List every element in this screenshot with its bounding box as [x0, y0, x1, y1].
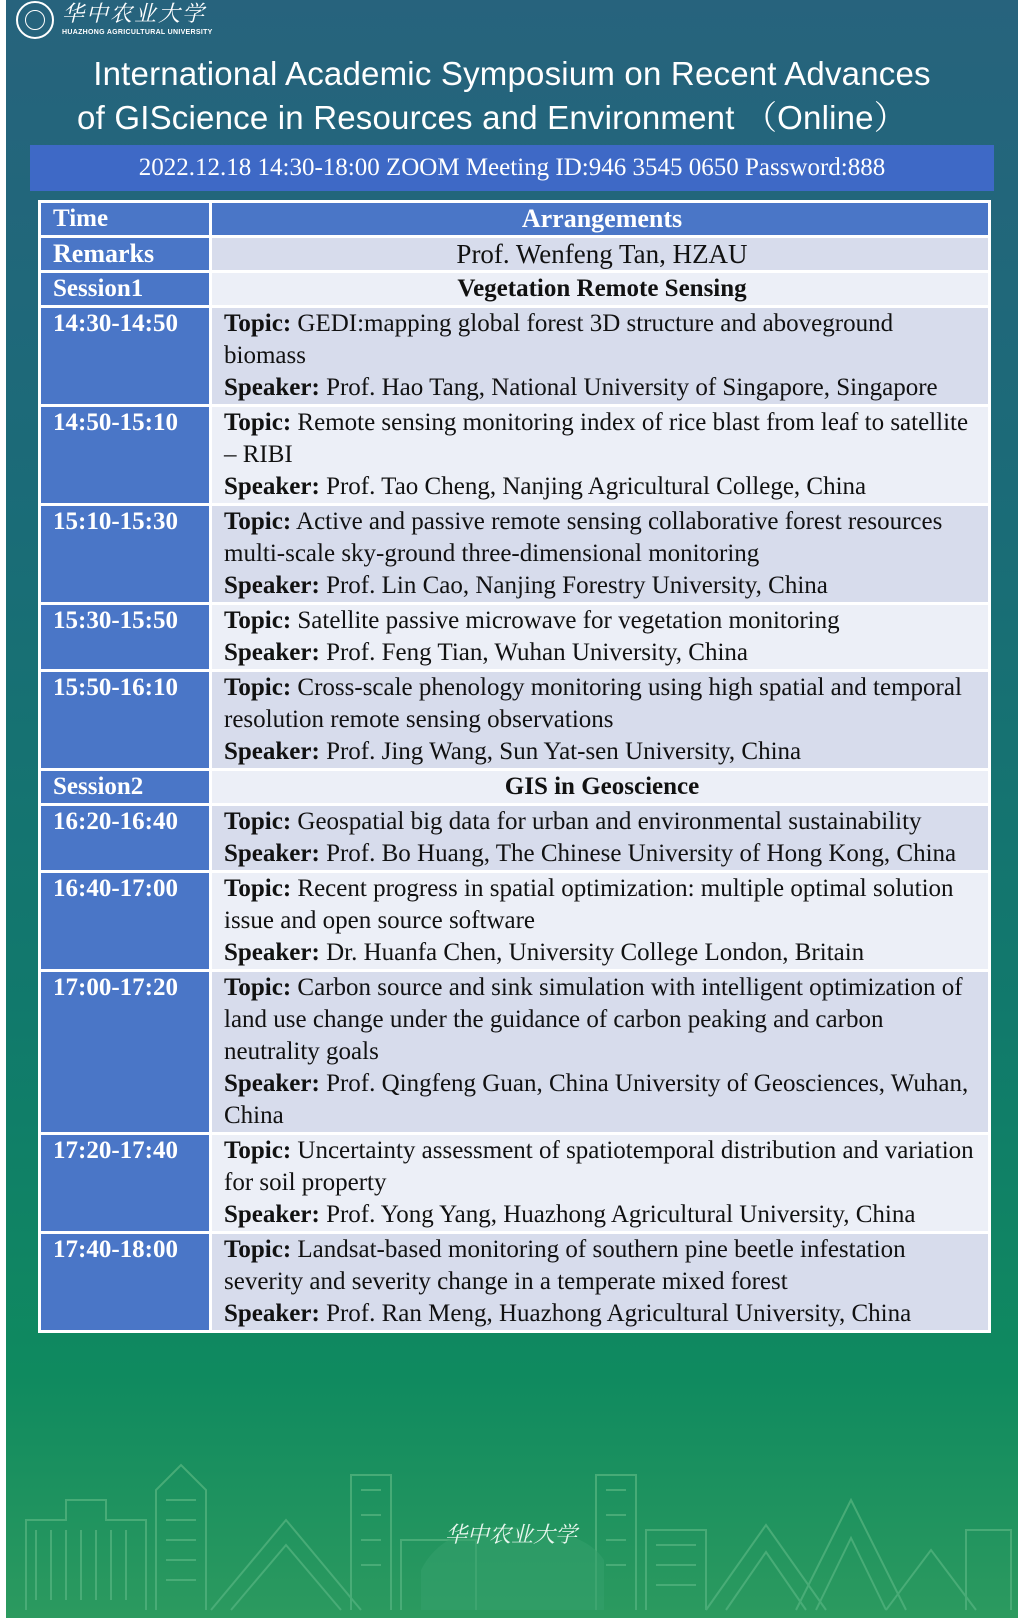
remarks-value: Prof. Wenfeng Tan, HZAU [211, 237, 990, 272]
session1-label: Session1 [40, 272, 211, 307]
talk-topic-line [224, 1234, 980, 1298]
topic-label: Topic: [224, 1137, 292, 1164]
talk-speaker-line [224, 736, 980, 768]
logo-english-name: HUAZHONG AGRICULTURAL UNIVERSITY [62, 29, 213, 36]
speaker-label: Speaker: [224, 840, 320, 867]
speaker-label: Speaker: [224, 639, 320, 666]
talk-time: 16:20-16:40 [40, 805, 211, 872]
talk-speaker: Prof. Qingfeng Guan, China University of Geosciences, Wuhan, China [224, 1070, 969, 1129]
header-arrangements: Arrangements [211, 202, 990, 237]
talk-time: 15:50-16:10 [40, 671, 211, 770]
talk-topic-line [224, 506, 980, 570]
talk-time: 17:40-18:00 [40, 1233, 211, 1332]
talk-details [211, 505, 990, 604]
talk-time: 17:00-17:20 [40, 971, 211, 1134]
session2-header-row [40, 770, 990, 805]
talk-topic-line [224, 972, 980, 1068]
topic-label: Topic: [224, 1236, 292, 1263]
table-row [40, 805, 990, 872]
speaker-label: Speaker: [224, 939, 320, 966]
topic-label: Topic: [224, 310, 292, 337]
speaker-label: Speaker: [224, 1070, 320, 1097]
speaker-label: Speaker: [224, 473, 320, 500]
talk-topic: Recent progress in spatial optimization: multiple optimal solution issue and open source software [224, 875, 954, 934]
talk-time: 14:50-15:10 [40, 406, 211, 505]
university-logo [16, 0, 213, 40]
schedule-table [38, 200, 991, 1333]
talk-time: 14:30-14:50 [40, 307, 211, 406]
symposium-title [6, 52, 1018, 140]
remarks-label: Remarks [40, 237, 211, 272]
talk-topic: Cross-scale phenology monitoring using high spatial and temporal resolution remote sensing observations [224, 674, 962, 733]
talk-details [211, 406, 990, 505]
session2-label: Session2 [40, 770, 211, 805]
talk-topic: Remote sensing monitoring index of rice blast from leaf to satellite – RIBI [224, 409, 969, 468]
header-time: Time [40, 202, 211, 237]
talk-topic-line [224, 672, 980, 736]
talk-topic: GEDI:mapping global forest 3D structure and aboveground biomass [224, 310, 894, 369]
table-header-row [40, 202, 990, 237]
talk-speaker-line [224, 1199, 980, 1231]
talk-time: 15:30-15:50 [40, 604, 211, 671]
title-line-2: of GIScience in Resources and Environment （Online） [77, 99, 907, 136]
table-row [40, 971, 990, 1134]
talk-speaker: Prof. Jing Wang, Sun Yat-sen University, China [326, 738, 802, 765]
talk-speaker-line [224, 838, 980, 870]
speaker-label: Speaker: [224, 1201, 320, 1228]
session1-name: Vegetation Remote Sensing [211, 272, 990, 307]
table-row [40, 604, 990, 671]
topic-label: Topic: [224, 875, 292, 902]
talk-topic: Active and passive remote sensing collaborative forest resources multi-scale sky-ground three-dimensional monitoring [224, 508, 943, 567]
talk-details [211, 1233, 990, 1332]
remarks-row [40, 237, 990, 272]
topic-label: Topic: [224, 674, 292, 701]
speaker-label: Speaker: [224, 738, 320, 765]
talk-speaker-line [224, 1298, 980, 1330]
topic-label: Topic: [224, 808, 292, 835]
table-row [40, 1134, 990, 1233]
talk-speaker: Prof. Feng Tian, Wuhan University, China [326, 639, 748, 666]
talk-speaker-line [224, 637, 980, 669]
talk-time: 15:10-15:30 [40, 505, 211, 604]
meeting-info-bar: 2022.12.18 14:30-18:00 ZOOM Meeting ID:946 3545 0650 Password:888 [30, 145, 994, 191]
talk-time: 17:20-17:40 [40, 1134, 211, 1233]
talk-time: 16:40-17:00 [40, 872, 211, 971]
talk-topic-line [224, 605, 980, 637]
table-row [40, 1233, 990, 1332]
talk-speaker-line [224, 570, 980, 602]
talk-details [211, 971, 990, 1134]
talk-topic-line [224, 407, 980, 471]
talk-topic: Geospatial big data for urban and environmental sustainability [297, 808, 922, 835]
table-row [40, 406, 990, 505]
talk-details [211, 1134, 990, 1233]
topic-label: Topic: [224, 508, 292, 535]
speaker-label: Speaker: [224, 1300, 320, 1327]
talk-topic: Uncertainty assessment of spatiotemporal distribution and variation for soil property [224, 1137, 974, 1196]
poster [6, 0, 1018, 1618]
talk-details [211, 671, 990, 770]
talk-speaker: Prof. Bo Huang, The Chinese University of Hong Kong, China [326, 840, 957, 867]
talk-topic-line [224, 308, 980, 372]
talk-speaker: Prof. Yong Yang, Huazhong Agricultural University, China [326, 1201, 916, 1228]
talk-topic-line [224, 873, 980, 937]
talk-speaker-line [224, 471, 980, 503]
talk-details [211, 307, 990, 406]
talk-topic-line [224, 806, 980, 838]
talk-speaker: Prof. Tao Cheng, Nanjing Agricultural College, China [326, 473, 867, 500]
university-seal-icon [16, 1, 54, 39]
speaker-label: Speaker: [224, 374, 320, 401]
table-row [40, 671, 990, 770]
talk-topic: Landsat-based monitoring of southern pine beetle infestation severity and severity change in a temperate mixed forest [224, 1236, 906, 1295]
footer-emblem-text: 华中农业大学 [444, 1523, 578, 1548]
talk-details [211, 872, 990, 971]
title-line-1: International Academic Symposium on Recent Advances [93, 55, 931, 92]
speaker-label: Speaker: [224, 572, 320, 599]
talk-speaker-line [224, 1068, 980, 1132]
logo-chinese-name: 华中农业大学 [62, 2, 207, 27]
talk-topic: Satellite passive microwave for vegetation monitoring [297, 607, 840, 634]
talk-details [211, 604, 990, 671]
talk-details [211, 805, 990, 872]
table-row [40, 872, 990, 971]
talk-speaker-line [224, 937, 980, 969]
talk-speaker: Prof. Ran Meng, Huazhong Agricultural University, China [326, 1300, 912, 1327]
talk-speaker-line [224, 372, 980, 404]
talk-speaker: Dr. Huanfa Chen, University College London, Britain [326, 939, 865, 966]
schedule-table-container [38, 200, 988, 1333]
talk-topic-line [224, 1135, 980, 1199]
campus-buildings-illustration [6, 1460, 1018, 1618]
topic-label: Topic: [224, 409, 292, 436]
talk-speaker: Prof. Lin Cao, Nanjing Forestry University, China [326, 572, 828, 599]
table-row [40, 307, 990, 406]
talk-speaker: Prof. Hao Tang, National University of Singapore, Singapore [326, 374, 938, 401]
session1-header-row [40, 272, 990, 307]
talk-topic: Carbon source and sink simulation with intelligent optimization of land use change under the guidance of carbon peaking and carbon neutrality goals [224, 974, 963, 1065]
topic-label: Topic: [224, 607, 292, 634]
session2-name: GIS in Geoscience [211, 770, 990, 805]
campus-skyline-decoration [6, 1460, 1018, 1618]
table-row [40, 505, 990, 604]
topic-label: Topic: [224, 974, 292, 1001]
